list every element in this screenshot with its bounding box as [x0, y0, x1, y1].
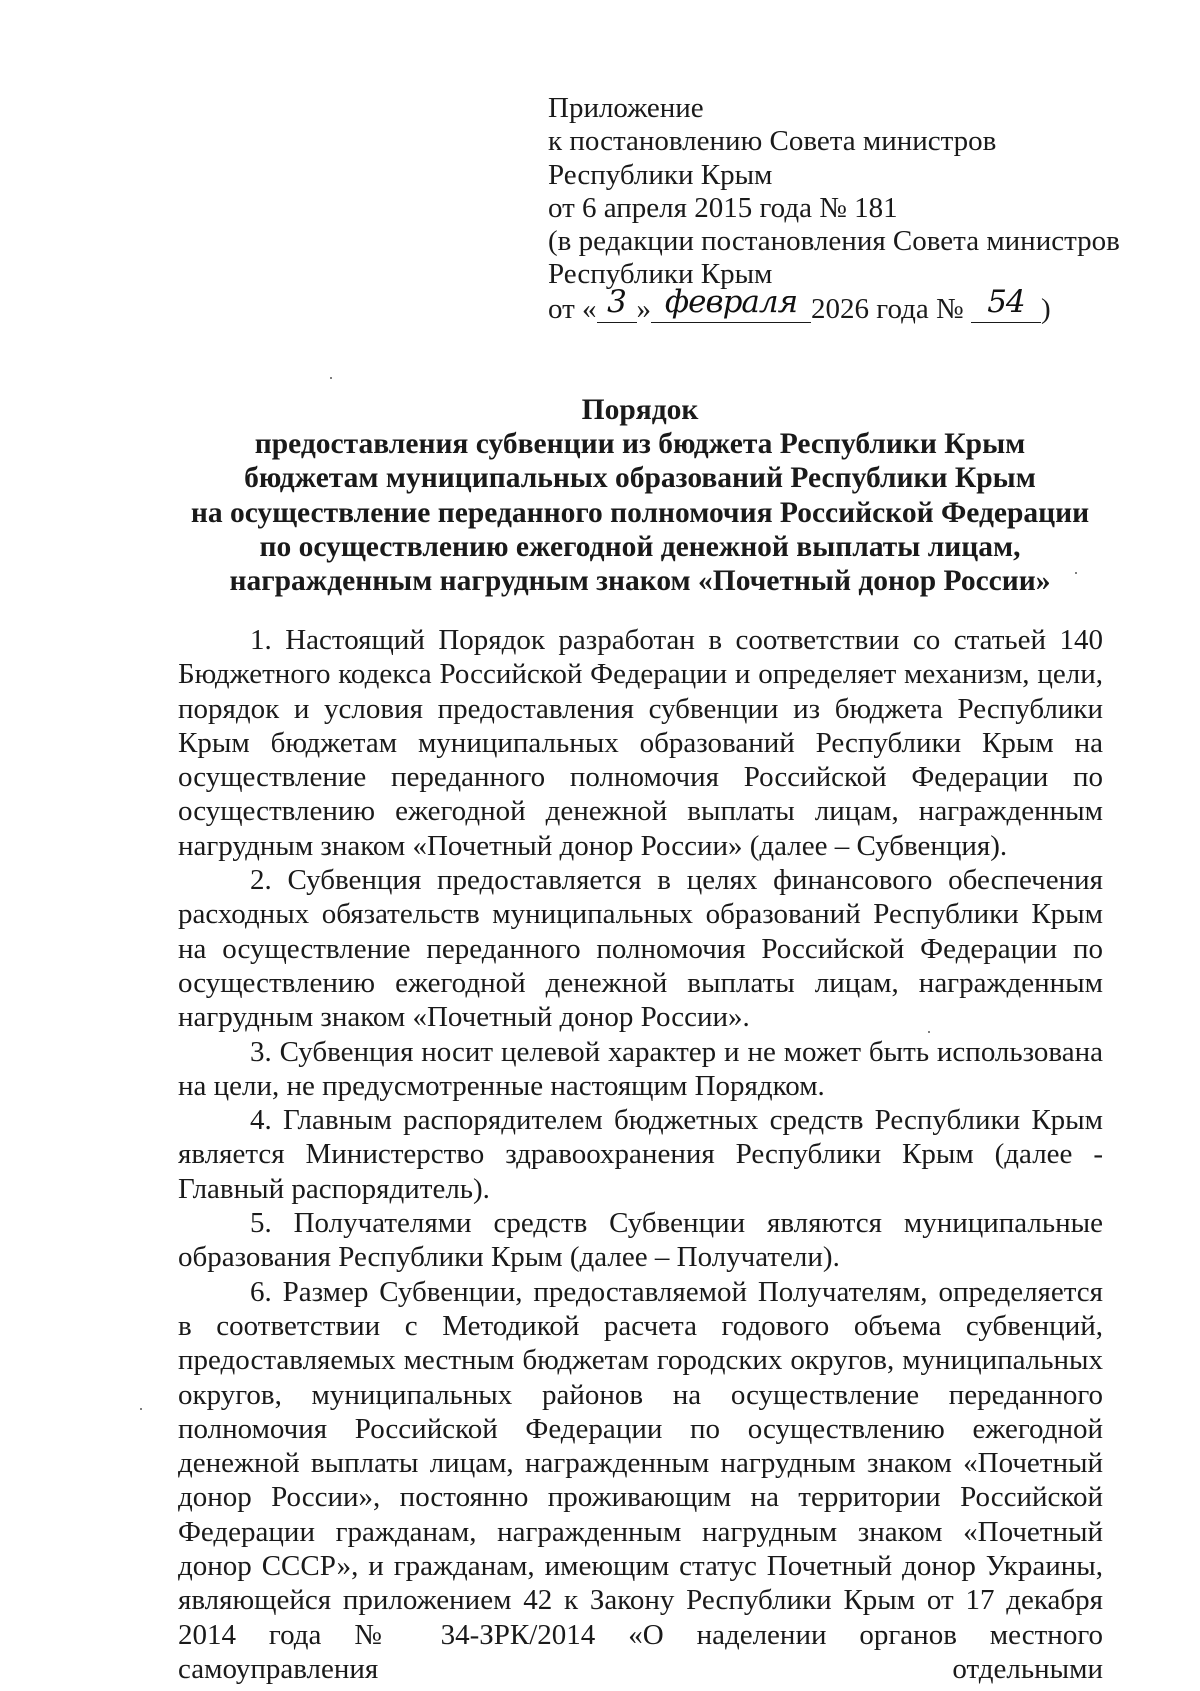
- title-line: бюджетам муниципальных образований Республики Крым: [244, 462, 1036, 495]
- handwritten-day-field: [597, 283, 637, 323]
- date-close: ): [1040, 292, 1051, 325]
- handwritten-month: февраля: [664, 283, 798, 320]
- document-title: [170, 393, 1110, 598]
- title-line: по осуществлению ежегодной денежной выплаты лицам,: [259, 530, 1021, 563]
- scan-speck: [330, 377, 332, 379]
- paragraph-3: 3. Субвенция носит целевой характер и не может быть использована на цели, не предусмотренные настоящим Порядком.: [178, 1035, 1103, 1102]
- document-body: [178, 623, 1103, 1686]
- appendix-revision-line: (в редакции постановления Совета министров: [548, 225, 1120, 258]
- scan-speck: [1075, 572, 1077, 574]
- paragraph-6: 6. Размер Субвенции, предоставляемой Получателям, определяется в соответствии с Методикой расчета годового объема субвенций, предоставляемых местным бюджетам городских округов, муниципальных округов, муниципальных районов на осуществление переданного полномочия Российской Федерации по осуществлению ежегодной денежной выплаты лицам, награжденным нагрудным знаком «Почетный донор России», постоянно проживающим на территории Российской Федерации гражданам, награжденным нагрудным знаком «Почетный донор СССР», и гражданам, имеющим статус Почетный донор Украины, являющейся приложением 42 к Закону Республики Крым от 17 декабря 2014 года № 34-ЗРК/2014 «О наделении органов местного самоуправления отдельными: [178, 1275, 1103, 1685]
- handwritten-number-field: [971, 283, 1041, 323]
- scan-speck: [140, 1408, 142, 1410]
- handwritten-day: 3: [607, 283, 626, 320]
- appendix-reference-line: Республики Крым: [548, 158, 773, 191]
- revision-date-line: [548, 283, 1108, 332]
- title-line: награжденным нагрудным знаком «Почетный донор России»: [229, 565, 1051, 598]
- paragraph-5: 5. Получателями средств Субвенции являются муниципальные образования Республики Крым (далее – Получатели).: [178, 1207, 1103, 1274]
- date-year-text: 2026 года №: [811, 292, 964, 325]
- title-line: предоставления субвенции из бюджета Республики Крым: [254, 428, 1026, 461]
- title-line: Порядок: [581, 394, 699, 426]
- paragraph-4: 4. Главным распорядителем бюджетных средств Республики Крым является Министерство здравоохранения Республики Крым (далее - Главный распорядитель).: [178, 1104, 1103, 1205]
- title-line: на осуществление переданного полномочия Российской Федерации: [190, 496, 1090, 529]
- handwritten-month-field: [651, 283, 811, 323]
- appendix-revision-line: Республики Крым: [548, 258, 773, 291]
- scan-speck: [928, 1031, 930, 1033]
- paragraph-1: 1. Настоящий Порядок разработан в соответствии со статьей 140 Бюджетного кодекса Российской Федерации и определяет механизм, цели, порядок и условия предоставления субвенции из бюджета Республики Крым бюджетам муниципальных образований Республики Крым на осуществление переданного полномочия Российской Федерации по осуществлению ежегодной денежной выплаты лицам, награжденным нагрудным знаком «Почетный донор России» (далее – Субвенция).: [178, 624, 1103, 862]
- date-mid: »: [636, 292, 652, 325]
- appendix-title: Приложение: [548, 92, 704, 124]
- appendix-header: [548, 92, 1120, 332]
- handwritten-doc-number: 54: [987, 283, 1025, 320]
- date-prefix: от «: [548, 292, 597, 325]
- appendix-original-date: от 6 апреля 2015 года № 181: [548, 191, 898, 224]
- appendix-reference-line: к постановлению Совета министров: [548, 125, 997, 158]
- paragraph-2: 2. Субвенция предоставляется в целях финансового обеспечения расходных обязательств муниципальных образований Республики Крым на осуществление переданного полномочия Российской Федерации по осуществлению ежегодной денежной выплаты лицам, награжденным нагрудным знаком «Почетный донор России».: [178, 864, 1103, 1034]
